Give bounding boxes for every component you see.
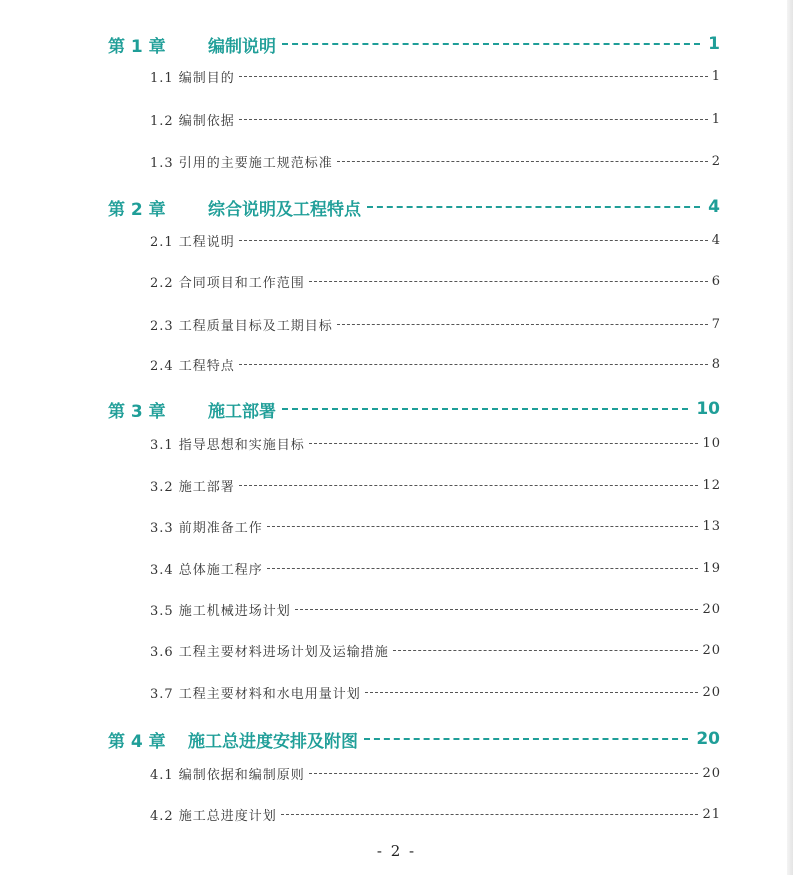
toc-section-2-1[interactable] [150,229,721,251]
dot-leader [364,738,688,740]
chapter-title: 综合说明及工程特点 [208,199,361,220]
page-edge-shadow [787,0,793,875]
toc-section-3-4[interactable] [150,557,721,579]
dot-leader [239,119,708,120]
toc-chapter-4[interactable] [108,726,720,752]
toc-chapter-2[interactable] [108,194,720,220]
chapter-number: 第 1 章 [108,36,166,57]
page-number: 20 [702,642,721,658]
page-number: 20 [696,729,720,749]
section-title: 3.4 总体施工程序 [150,562,263,578]
dot-leader [282,43,700,45]
page-number: 13 [702,518,721,534]
page-number: 12 [702,477,721,493]
page-number: 4 [711,232,721,248]
page-number: 20 [702,601,721,617]
page-number: 20 [702,765,721,781]
dot-leader [281,814,699,815]
toc-section-3-2[interactable] [150,474,721,496]
section-title: 2.2 合同项目和工作范围 [150,275,305,291]
page-number: 10 [702,435,721,451]
toc-chapter-1[interactable] [108,31,720,57]
section-title: 3.2 施工部署 [150,479,235,495]
section-title: 3.6 工程主要材料进场计划及运输措施 [150,644,389,660]
toc-section-2-4[interactable] [150,353,721,375]
page-number: 1 [711,111,721,127]
toc-section-2-2[interactable] [150,270,721,292]
dot-leader [267,568,699,569]
dot-leader [309,443,699,444]
dot-leader [295,609,699,610]
page-number: 7 [711,316,721,332]
page-footer-number: - 2 - [376,842,417,860]
page-number: 21 [702,806,721,822]
section-title: 3.5 施工机械进场计划 [150,603,291,619]
page-number: 4 [708,197,720,217]
page-number: 20 [702,684,721,700]
chapter-title: 施工总进度安排及附图 [188,731,358,752]
section-title: 4.1 编制依据和编制原则 [150,767,305,783]
section-title: 3.7 工程主要材料和水电用量计划 [150,686,361,702]
toc-section-1-2[interactable] [150,108,721,130]
page-number: 1 [711,68,721,84]
section-title: 1.3 引用的主要施工规范标准 [150,155,333,171]
toc-section-3-6[interactable] [150,639,721,661]
toc-chapter-3[interactable] [108,396,720,422]
section-title: 2.3 工程质量目标及工期目标 [150,318,333,334]
page-number: 19 [702,560,721,576]
dot-leader [239,240,708,241]
section-title: 4.2 施工总进度计划 [150,808,277,824]
chapter-number: 第 3 章 [108,401,166,422]
toc-section-3-1[interactable] [150,432,721,454]
dot-leader [365,692,699,693]
section-title: 2.4 工程特点 [150,358,235,374]
chapter-number: 第 2 章 [108,199,166,220]
dot-leader [239,485,699,486]
toc-section-3-5[interactable] [150,598,721,620]
toc-section-4-1[interactable] [150,762,721,784]
toc-section-3-3[interactable] [150,515,721,537]
page-number: 6 [711,273,721,289]
dot-leader [239,76,708,77]
page-number: 8 [711,356,721,372]
section-title: 3.3 前期准备工作 [150,520,263,536]
toc-section-1-3[interactable] [150,150,721,172]
toc-section-4-2[interactable] [150,803,721,825]
toc-section-2-3[interactable] [150,313,721,335]
section-title: 1.2 编制依据 [150,113,235,129]
page-number: 2 [711,153,721,169]
section-title: 1.1 编制目的 [150,70,235,86]
dot-leader [282,408,688,410]
dot-leader [337,324,708,325]
section-title: 3.1 指导思想和实施目标 [150,437,305,453]
section-title: 2.1 工程说明 [150,234,235,250]
chapter-title: 施工部署 [208,401,276,422]
page-number: 10 [696,399,720,419]
dot-leader [239,364,708,365]
dot-leader [337,161,708,162]
dot-leader [267,526,699,527]
page-number: 1 [708,34,720,54]
chapter-number: 第 4 章 [108,731,166,752]
toc-section-3-7[interactable] [150,681,721,703]
chapter-title: 编制说明 [208,36,276,57]
dot-leader [309,281,708,282]
dot-leader [309,773,699,774]
dot-leader [393,650,699,651]
toc-section-1-1[interactable] [150,65,721,87]
dot-leader [367,206,700,208]
